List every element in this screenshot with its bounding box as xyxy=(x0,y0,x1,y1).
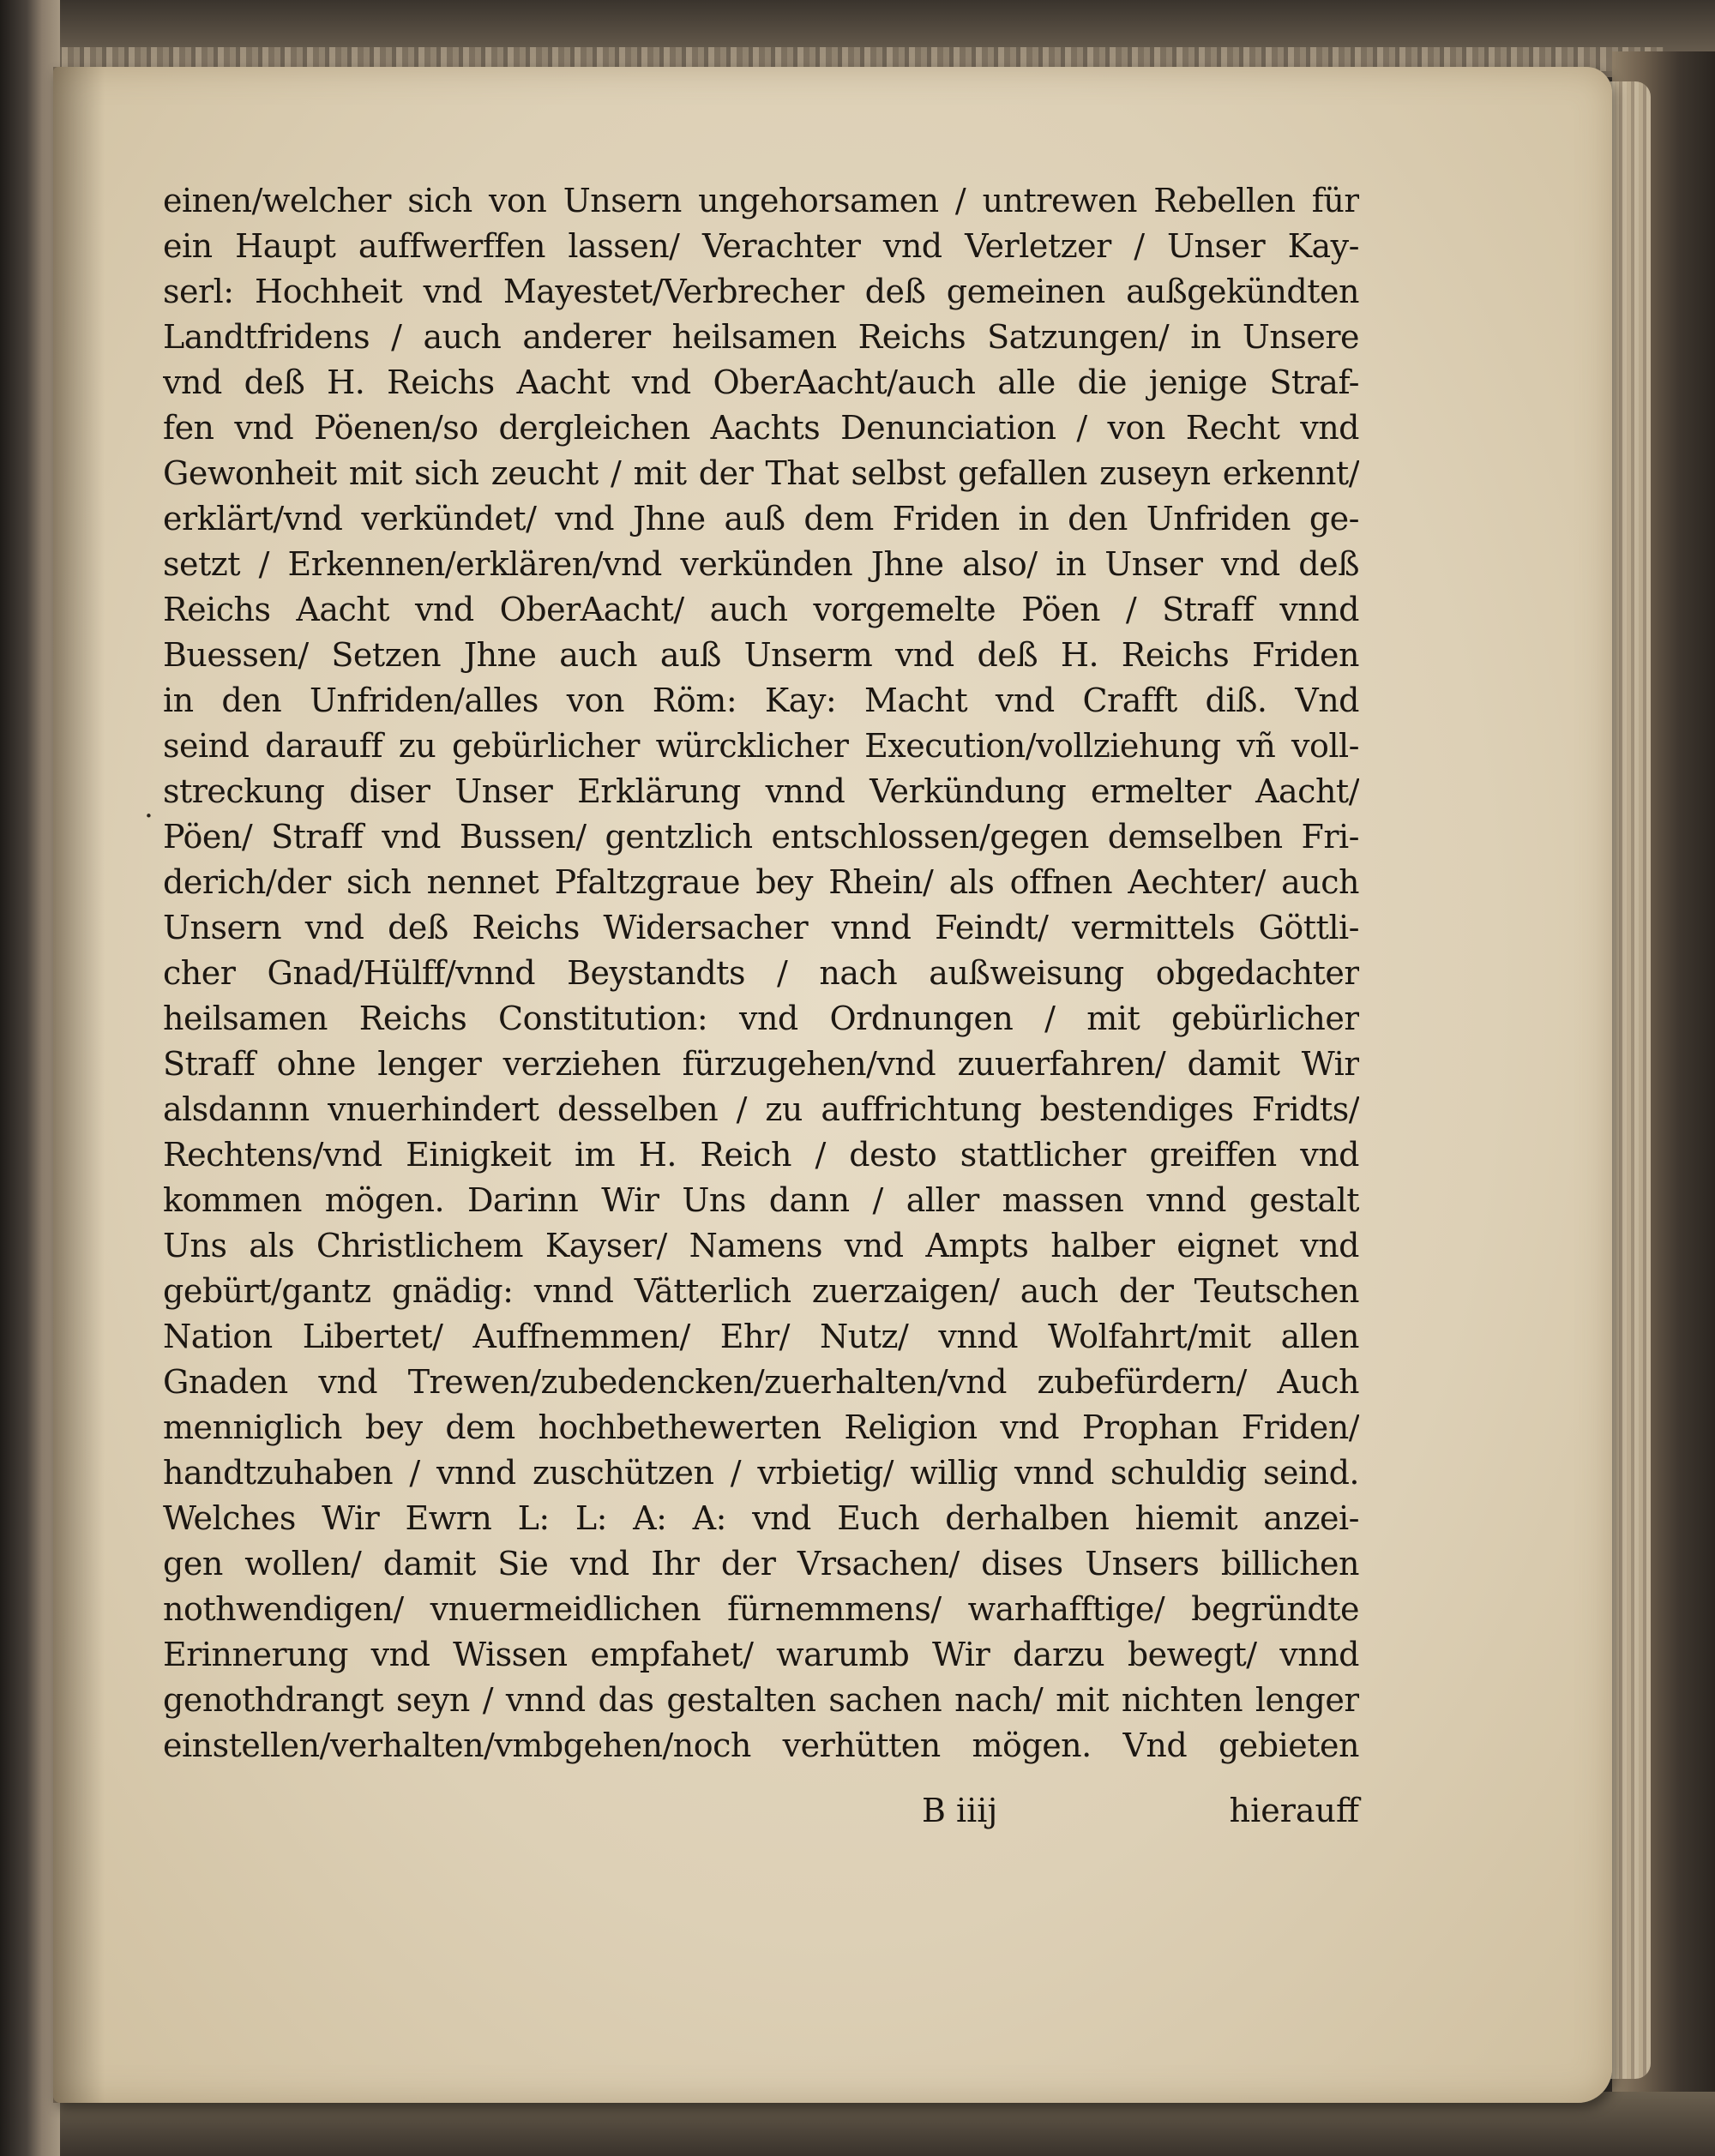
text-line: nothwendigen/ vnuermeidlichen fürnemmens/ warhafftige/ begründte xyxy=(163,1590,1359,1628)
book-binding xyxy=(0,0,60,2156)
text-line: Gnaden vnd Trewen/zubedencken/zuerhalten/vnd zubefürdern/ Auch xyxy=(163,1363,1359,1401)
text-line: fen vnd Pöenen/so dergleichen Aachts Denunciation / von Recht vnd xyxy=(163,409,1359,447)
text-line: einen/welcher sich von Unsern ungehorsamen / untrewen Rebellen für xyxy=(163,182,1359,219)
text-line: erklärt/vnd verkündet/ vnd Jhne auß dem Friden in den Unfriden ge- xyxy=(163,500,1359,537)
text-line: derich/der sich nennet Pfaltzgraue bey Rhein/ als offnen Aechter/ auch xyxy=(163,863,1359,901)
text-line: serl: Hochheit vnd Mayestet/Verbrecher deß gemeinen außgekündten xyxy=(163,273,1359,310)
text-line: Straff ohne lenger verziehen fürzugehen/vnd zuuerfahren/ damit Wir xyxy=(163,1045,1359,1083)
body-text xyxy=(163,178,1359,1769)
gutter-shade xyxy=(53,67,105,2103)
text-line: Nation Libertet/ Auffnemmen/ Ehr/ Nutz/ vnnd Wolfahrt/mit allen xyxy=(163,1318,1359,1355)
text-line: alsdannn vnuerhindert desselben / zu auffrichtung bestendiges Fridts/ xyxy=(163,1090,1359,1128)
text-line: Uns als Christlichem Kayser/ Namens vnd Ampts halber eignet vnd xyxy=(163,1227,1359,1264)
text-line: Rechtens/vnd Einigkeit im H. Reich / desto stattlicher greiffen vnd xyxy=(163,1136,1359,1174)
text-line: einstellen/verhalten/vmbgehen/noch verhütten mögen. Vnd gebieten xyxy=(163,1727,1359,1764)
text-line: Reichs Aacht vnd OberAacht/ auch vorgemelte Pöen / Straff vnnd xyxy=(163,591,1359,628)
text-line: Pöen/ Straff vnd Bussen/ gentzlich entschlossen/gegen demselben Fri- xyxy=(163,818,1359,856)
text-line: heilsamen Reichs Constitution: vnd Ordnungen / mit gebürlicher xyxy=(163,1000,1359,1037)
text-line: gen wollen/ damit Sie vnd Ihr der Vrsachen/ dises Unsers billichen xyxy=(163,1545,1359,1582)
text-line: menniglich bey dem hochbethewerten Religion vnd Prophan Friden/ xyxy=(163,1408,1359,1446)
text-line: kommen mögen. Darinn Wir Uns dann / aller massen vnnd gestalt xyxy=(163,1181,1359,1219)
text-line: streckung diser Unser Erklärung vnnd Verkündung ermelter Aacht/ xyxy=(163,772,1359,810)
text-line: Gewonheit mit sich zeucht / mit der That selbst gefallen zuseyn erkennt/ xyxy=(163,454,1359,492)
text-line: gebürt/gantz gnädig: vnnd Vätterlich zuerzaigen/ auch der Teutschen xyxy=(163,1272,1359,1310)
text-line: Landtfridens / auch anderer heilsamen Reichs Satzungen/ in Unsere xyxy=(163,318,1359,356)
text-line: genothdrangt seyn / vnnd das gestalten sachen nach/ mit nichten lenger xyxy=(163,1681,1359,1719)
signature-mark: B iiij xyxy=(922,1792,998,1829)
text-line: cher Gnad/Hülff/vnnd Beystandts / nach außweisung obgedachter xyxy=(163,954,1359,992)
text-line: Unsern vnd deß Reichs Widersacher vnnd Feindt/ vermittels Göttli- xyxy=(163,909,1359,946)
text-line: vnd deß H. Reichs Aacht vnd OberAacht/auch alle die jenige Straf- xyxy=(163,363,1359,401)
text-line: seind darauff zu gebürlicher würcklicher Execution/vollziehung vñ voll- xyxy=(163,727,1359,765)
page-footer-line xyxy=(163,1788,1359,1834)
text-line: in den Unfriden/alles von Röm: Kay: Macht vnd Crafft diß. Vnd xyxy=(163,682,1359,719)
text-line: Buessen/ Setzen Jhne auch auß Unserm vnd deß H. Reichs Friden xyxy=(163,636,1359,674)
margin-mark: . xyxy=(144,790,153,825)
text-line: Welches Wir Ewrn L: L: A: A: vnd Euch derhalben hiemit anzei- xyxy=(163,1499,1359,1537)
text-line: Erinnerung vnd Wissen empfahet/ warumb Wir darzu bewegt/ vnnd xyxy=(163,1636,1359,1673)
catchword: hierauff xyxy=(1229,1792,1359,1829)
text-line: handtzuhaben / vnnd zuschützen / vrbietig/ willig vnnd schuldig seind. xyxy=(163,1454,1359,1492)
text-line: setzt / Erkennen/erklären/vnd verkünden Jhne also/ in Unser vnd deß xyxy=(163,545,1359,583)
text-line: ein Haupt auffwerffen lassen/ Verachter vnd Verletzer / Unser Kay- xyxy=(163,227,1359,265)
